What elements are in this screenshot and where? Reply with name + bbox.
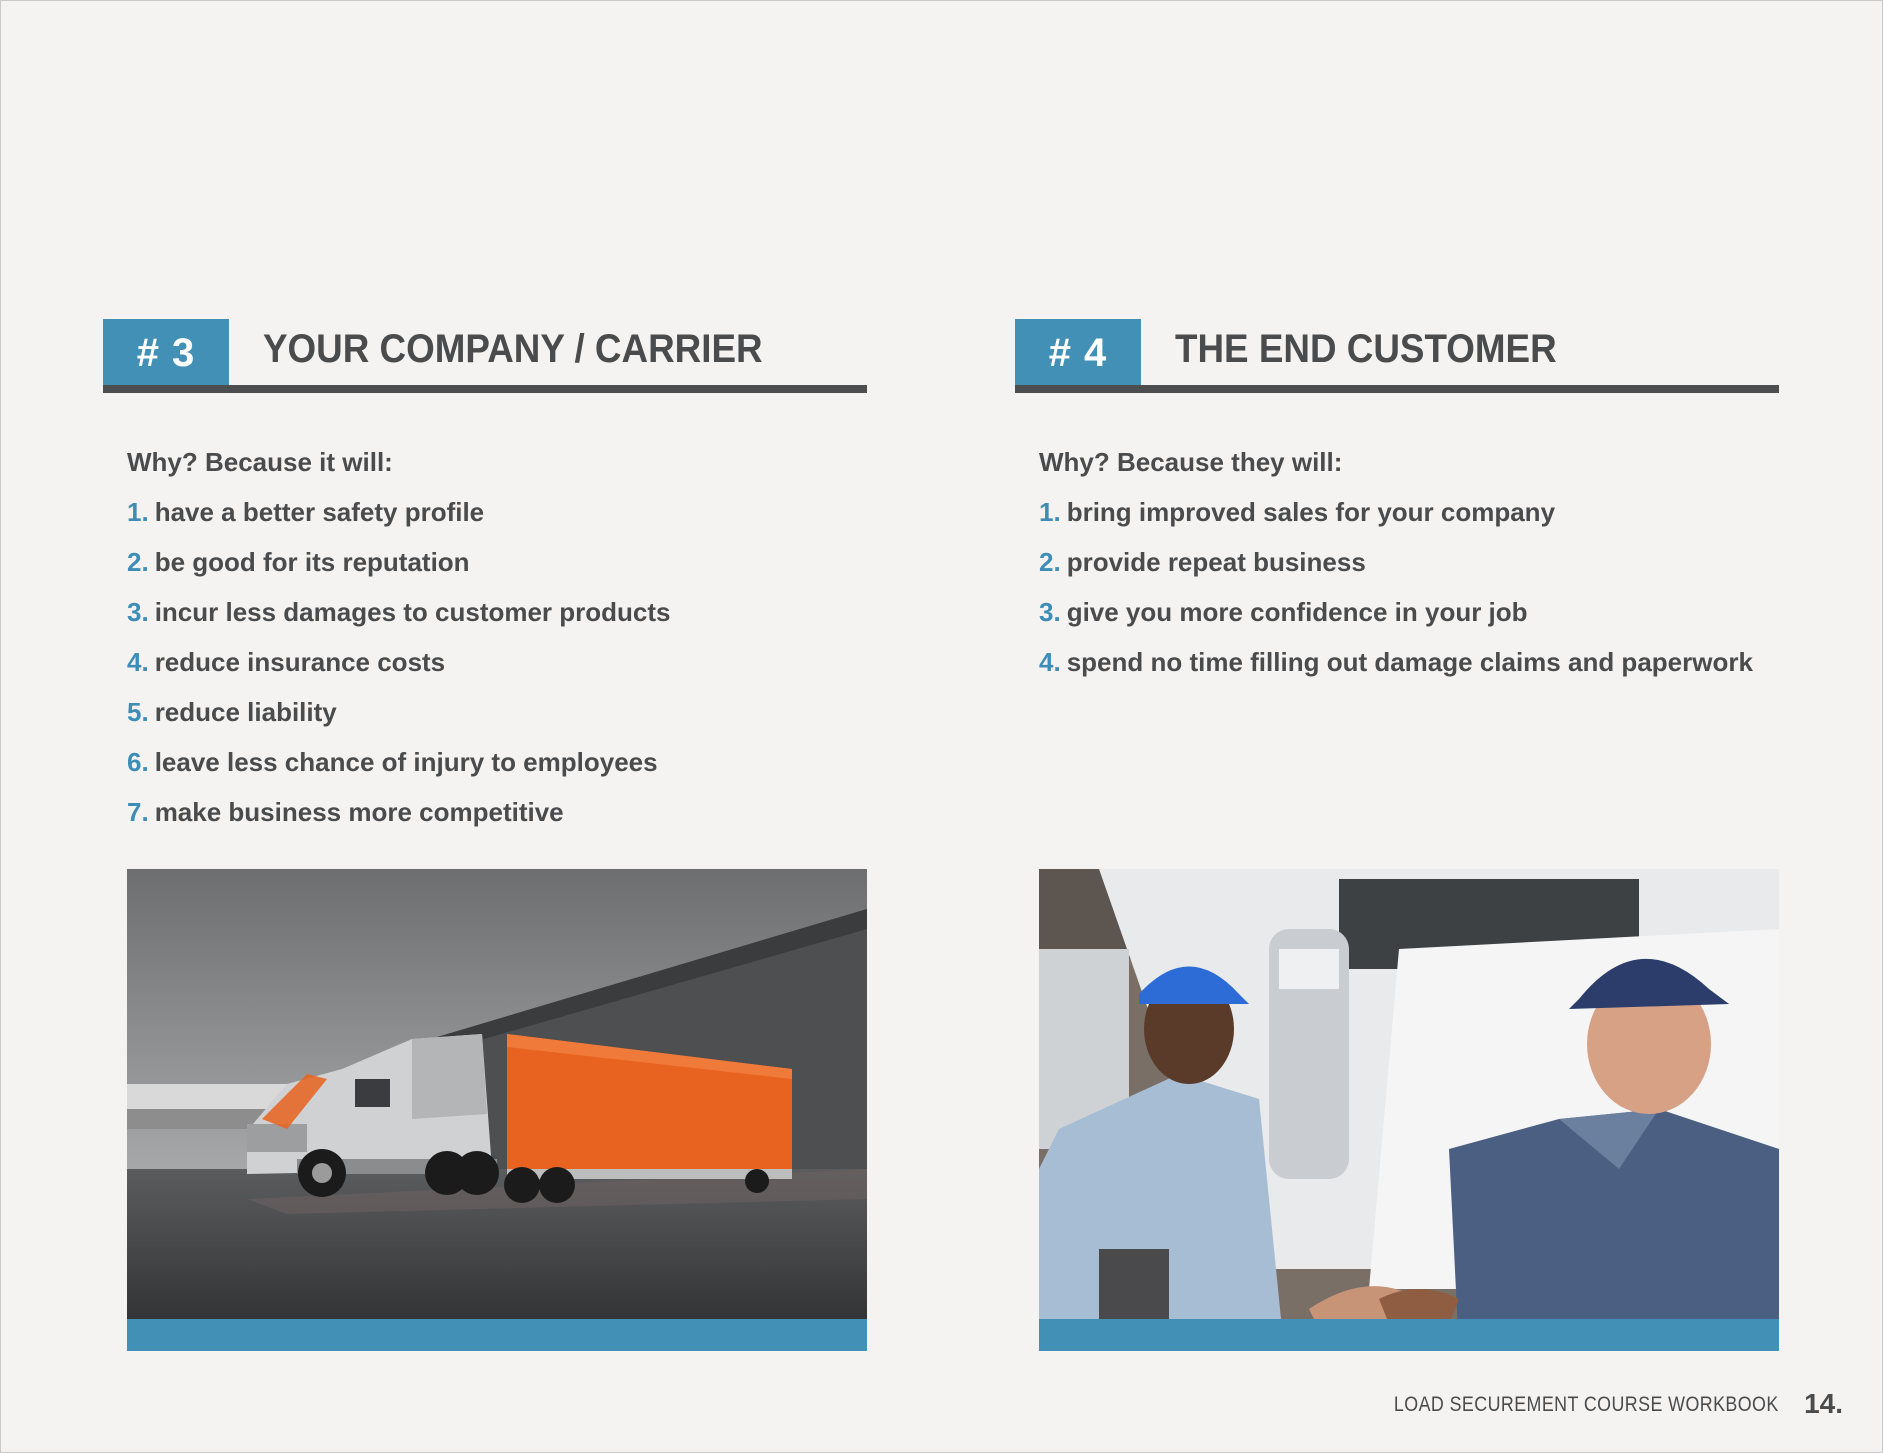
header-rule bbox=[103, 385, 867, 393]
item-number: 5. bbox=[127, 697, 149, 727]
truck-photo bbox=[127, 869, 867, 1351]
section-end-customer bbox=[1015, 319, 1779, 1351]
item-text: incur less damages to customer products bbox=[154, 597, 671, 627]
reason-list bbox=[127, 497, 671, 847]
section-header bbox=[1015, 319, 1779, 393]
handshake-illustration bbox=[1039, 869, 1779, 1351]
item-text: make business more competitive bbox=[154, 797, 564, 827]
list-item bbox=[1039, 647, 1753, 697]
item-text: be good for its reputation bbox=[154, 547, 470, 577]
handshake-photo bbox=[1039, 869, 1779, 1351]
item-text: reduce liability bbox=[154, 697, 337, 727]
item-number: 1. bbox=[1039, 497, 1061, 527]
item-text: have a better safety profile bbox=[154, 497, 485, 527]
list-item bbox=[127, 547, 671, 597]
why-intro: Why? Because they will: bbox=[1039, 447, 1343, 477]
item-text: provide repeat business bbox=[1066, 547, 1366, 577]
header-rule bbox=[1015, 385, 1779, 393]
list-item bbox=[1039, 547, 1753, 597]
item-number: 3. bbox=[127, 597, 149, 627]
item-text: spend no time filling out damage claims and paperwork bbox=[1066, 647, 1753, 677]
list-item bbox=[127, 697, 671, 747]
list-item bbox=[1039, 597, 1753, 647]
list-item bbox=[127, 497, 671, 547]
item-number: 4. bbox=[127, 647, 149, 677]
reason-list bbox=[1039, 497, 1753, 697]
item-number: 7. bbox=[127, 797, 149, 827]
item-text: leave less chance of injury to employees bbox=[154, 747, 658, 777]
item-number: 3. bbox=[1039, 597, 1061, 627]
photo-caption-bar bbox=[127, 1319, 867, 1351]
section-header bbox=[103, 319, 867, 393]
item-number: 4. bbox=[1039, 647, 1061, 677]
section-title: THE END CUSTOMER bbox=[1175, 327, 1557, 371]
item-number: 2. bbox=[1039, 547, 1061, 577]
list-item bbox=[1039, 497, 1753, 547]
workbook-title: LOAD SECUREMENT COURSE WORKBOOK bbox=[1394, 1393, 1779, 1416]
section-number-badge: # 3 bbox=[103, 319, 229, 385]
photo-caption-bar bbox=[1039, 1319, 1779, 1351]
list-item bbox=[127, 747, 671, 797]
list-item bbox=[127, 597, 671, 647]
item-number: 2. bbox=[127, 547, 149, 577]
item-text: bring improved sales for your company bbox=[1066, 497, 1556, 527]
section-company-carrier bbox=[103, 319, 867, 1351]
list-item bbox=[127, 647, 671, 697]
item-text: give you more confidence in your job bbox=[1066, 597, 1528, 627]
item-number: 1. bbox=[127, 497, 149, 527]
item-text: reduce insurance costs bbox=[154, 647, 446, 677]
page-number: 14. bbox=[1804, 1388, 1843, 1419]
section-number-badge: # 4 bbox=[1015, 319, 1141, 385]
truck-illustration bbox=[127, 869, 867, 1351]
list-item bbox=[127, 797, 671, 847]
item-number: 6. bbox=[127, 747, 149, 777]
why-intro: Why? Because it will: bbox=[127, 447, 393, 477]
section-title: YOUR COMPANY / CARRIER bbox=[263, 327, 763, 371]
